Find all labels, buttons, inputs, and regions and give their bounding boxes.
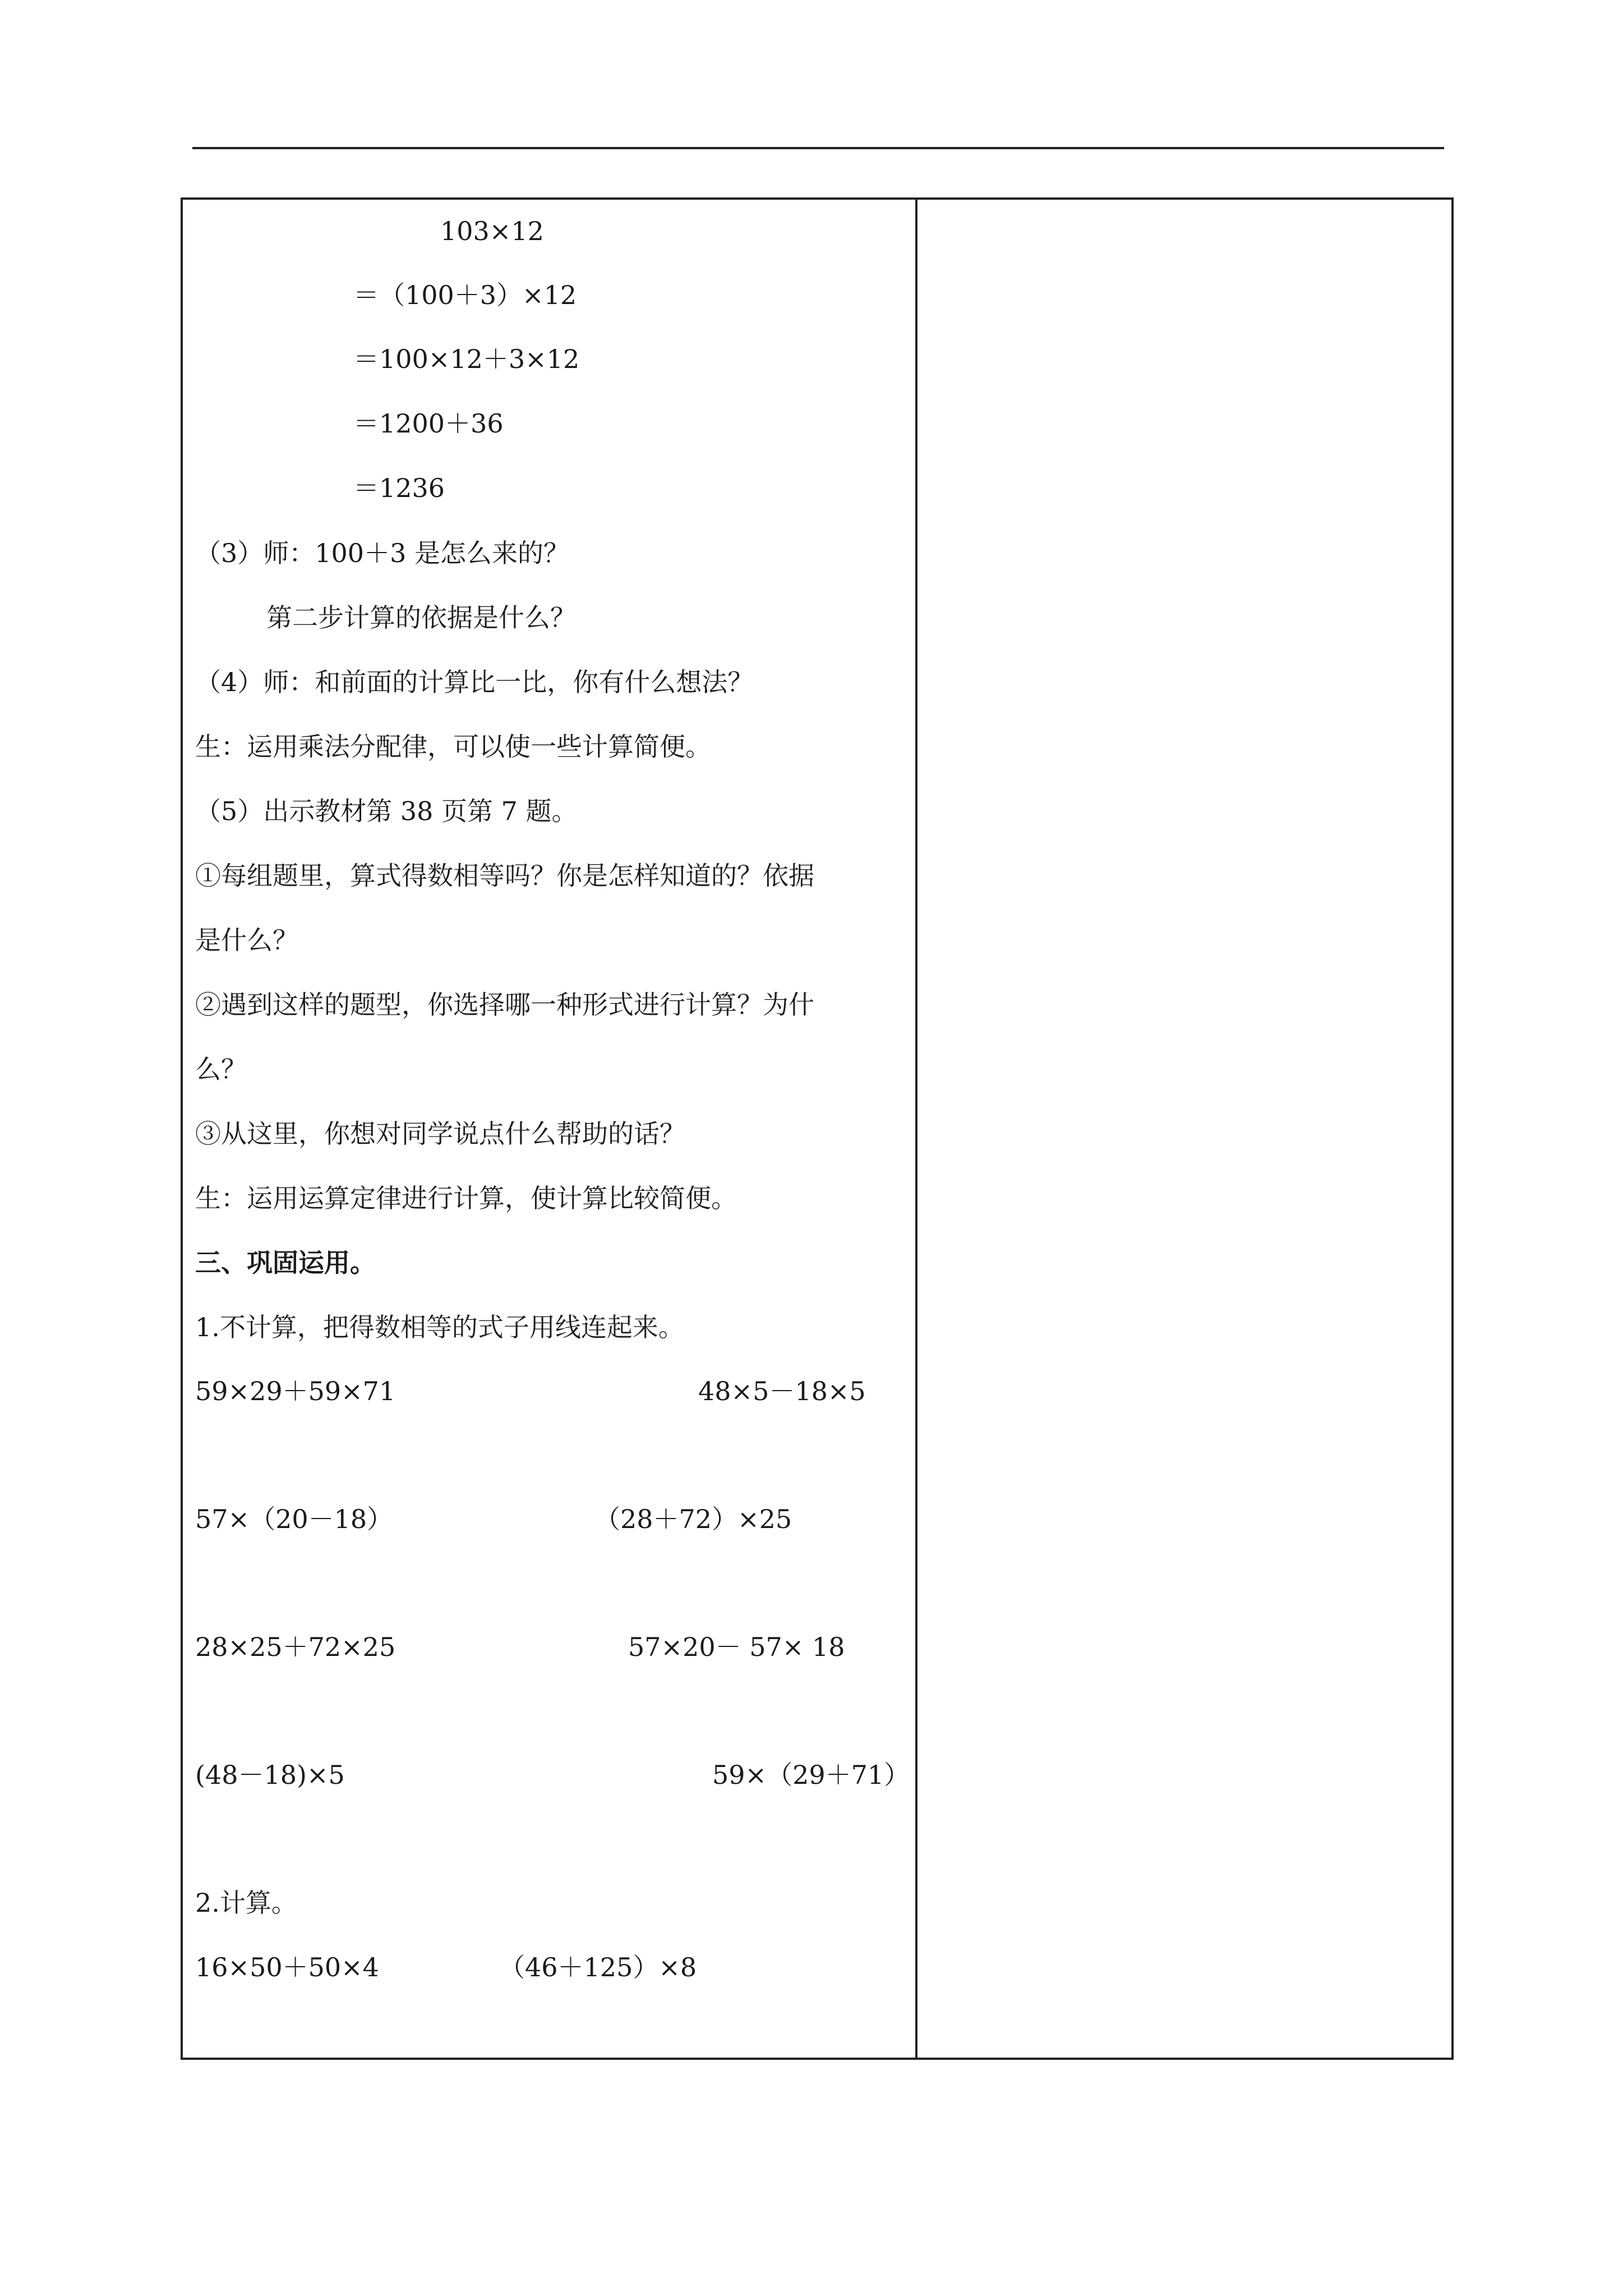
question-line: （3）师：100＋3 是怎么来的？ [195, 538, 569, 568]
exercise-title: 1.不计算，把得数相等的式子用线连起来。 [195, 1312, 684, 1342]
question-line: ③从这里，你想对同学说点什么帮助的话？ [195, 1119, 685, 1149]
expression-line: ＝（100＋3）×12 [353, 280, 577, 310]
match-left-expression: (48－18)×5 [195, 1760, 345, 1790]
question-line: （4）师：和前面的计算比一比，你有什么想法？ [195, 667, 754, 697]
match-right-expression: （28＋72）×25 [594, 1504, 792, 1534]
expression-line: ＝100×12＋3×12 [353, 344, 580, 374]
answer-line: 生：运用运算定律进行计算，使计算比较简便。 [195, 1183, 737, 1213]
expression-line: ＝1236 [353, 473, 445, 503]
match-left-expression: 57×（20－18） [195, 1504, 393, 1534]
calc-question: 16×50＋50×4 [195, 1952, 379, 1982]
calc-question: （46＋125）×8 [499, 1952, 697, 1982]
match-left-expression: 28×25＋72×25 [195, 1632, 396, 1662]
question-line: 么？ [195, 1054, 247, 1084]
question-line: ①每组题里，算式得数相等吗？你是怎样知道的？依据 [195, 861, 814, 891]
question-line: 第二步计算的依据是什么？ [266, 602, 576, 633]
match-right-expression: 48×5－18×5 [698, 1376, 866, 1406]
section-heading: 三、巩固运用。 [195, 1248, 376, 1278]
match-right-expression: 57×20－ 57× 18 [628, 1632, 845, 1662]
expression-line: 103×12 [440, 216, 544, 246]
question-line: ②遇到这样的题型，你选择哪一种形式进行计算？为什 [195, 990, 814, 1020]
instruction-line: （5）出示教材第 38 页第 7 题。 [195, 796, 578, 826]
column-divider [915, 200, 917, 2058]
match-left-expression: 59×29＋59×71 [195, 1376, 396, 1406]
exercise-title: 2.计算。 [195, 1888, 297, 1918]
question-line: 是什么？ [195, 925, 298, 955]
answer-line: 生：运用乘法分配律，可以使一些计算简便。 [195, 731, 711, 762]
expression-line: ＝1200＋36 [353, 408, 504, 439]
header-rule [192, 147, 1444, 149]
match-right-expression: 59×（29＋71） [712, 1760, 910, 1790]
